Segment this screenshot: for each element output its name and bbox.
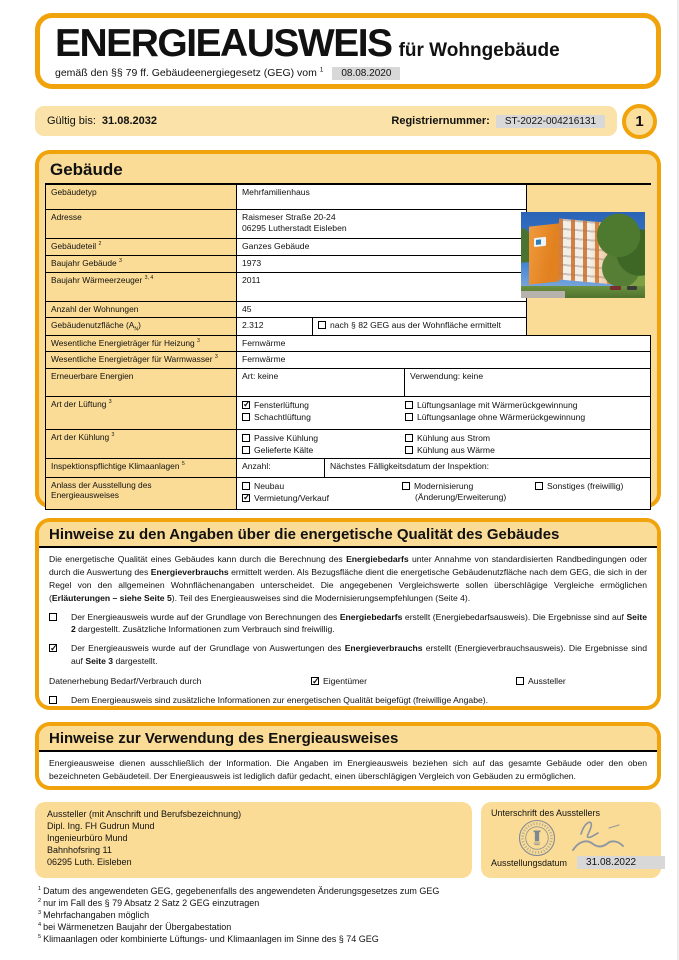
table-row-warmwasser [45,351,651,368]
signature-icon [565,816,637,858]
validity-bar [35,106,617,136]
row-label: Art der Kühlung $^3$ [45,429,237,459]
verbrauch-option [49,642,647,668]
checkbox-fensterlueftung[interactable] [242,401,250,409]
usage-hints-title: Hinweise zur Verwendung des Energieausweises [39,726,657,752]
table-row-lueftung [45,396,651,430]
quality-hints-section [35,518,661,710]
row-label: Adresse [45,209,237,239]
warmwasser-value[interactable]: Fernwärme [236,351,651,368]
quality-hints-body [39,548,657,710]
additional-info-option [49,694,647,707]
checkbox-eigentuemer[interactable] [311,677,319,685]
issuer-company: Ingenieurbüro Mund [47,832,128,843]
heizung-value[interactable]: Fernwärme [236,335,651,352]
table-row-klimaanlagen [45,458,651,478]
page-number-badge: 1 [622,104,657,139]
signature-title: Unterschrift des Ausstellers [491,808,601,818]
bedarf-option [49,611,647,637]
registry-group [391,115,605,128]
table-row-erneuerbare [45,368,651,397]
verbrauch-option-text: Der Energieausweis wurde auf der Grundlage von Auswertungen des Energieverbrauchs erstellt (Energieverbrauchsausweis). Die Ergebnisse sind auf Seite 3 dargestellt. [71,643,647,667]
registry-number-field[interactable]: ST-2022-004216131 [496,115,605,128]
footnote-4: $^4$ bei Wärmenetzen Baujahr der Übergabestation [38,921,232,932]
erneuerbare-art-value[interactable]: Art: keine [237,369,405,396]
row-label: Baujahr Gebäude $^3$ [45,255,237,273]
checkbox-energieverbrauch[interactable] [49,644,57,652]
checkbox-lueftung-mit-wrg[interactable] [405,401,413,409]
baujahr-waermeerzeuger-value[interactable]: 2011 [236,272,527,302]
nutzflaeche-option-cell: nach § 82 GEG aus der Wohnfläche ermittelt [313,318,526,335]
photo-trees-right [595,212,645,290]
erneuerbare-verwendung-value[interactable]: Verwendung: keine [405,369,650,396]
table-row-anlass [45,477,651,510]
usage-hints-section [35,722,661,790]
row-label: Anlass der Ausstellung des Energieausweises [45,477,237,510]
building-section [35,150,661,508]
table-row-gebaeudetyp [45,184,651,210]
issue-date-field[interactable]: 31.08.2022 [577,856,665,869]
issuer-street: Bahnhofsring 11 [47,844,112,855]
anzahl-wohnungen-value[interactable]: 45 [236,301,527,318]
checkbox-energiebedarf[interactable] [49,613,57,621]
checkbox-neubau[interactable] [242,482,250,490]
klimaanlagen-anzahl-label[interactable]: Anzahl: [237,459,325,477]
data-collection-owner: ✓ Eigentümer [311,675,516,688]
row-label: Wesentliche Energieträger für Warmwasser $^3$ [45,351,237,368]
row-label: Art der Lüftung $^3$ [45,396,237,430]
data-collection-issuer: Aussteller [516,675,566,688]
law-footnote-marker: 1 [319,66,324,74]
adresse-line1: Raismeser Straße 20-24 [242,212,336,222]
row-label: Gebäudenutzfläche $(A_N)$ [45,317,237,336]
data-collection-row [49,675,647,688]
photo-car [627,286,637,290]
photo-car [610,286,621,290]
table-row-anzahl-wohnungen [45,301,651,318]
page-title: ENERGIEAUSWEIS [55,22,392,65]
issue-date-label: Ausstellungsdatum [491,857,568,868]
issuer-city: 06295 Luth. Eisleben [47,856,132,867]
photo-road [521,291,565,298]
geg-date-field[interactable]: 08.08.2020 [332,67,400,80]
row-label: Gebäudeteil $^2$ [45,238,237,256]
signature-box [481,802,661,878]
checkbox-kuehlung-strom[interactable] [405,434,413,442]
header-title-line [55,22,656,66]
checkbox-sonstiges[interactable] [535,482,543,490]
row-label: Inspektionspflichtige Klimaanlagen $^5$ [45,458,237,478]
klimaanlagen-cells [236,458,651,478]
law-reference-text: gemäß den §§ 79 ff. Gebäudeenergiegesetz (GEG) vom [55,67,317,79]
checkbox-kuehlung-waerme[interactable] [405,446,413,454]
adresse-value[interactable] [236,209,527,239]
baujahr-gebaeude-value[interactable]: 1973 [236,255,527,273]
nutzflaeche-cells [236,317,527,336]
row-label: Baujahr Wärmeerzeuger $^{3, 4}$ [45,272,237,302]
checkbox-vermietung-verkauf[interactable] [242,494,250,502]
kuehlung-options: Passive Kühlung Gelieferte Kälte Kühlung aus Strom Kühlung aus Wärme [236,429,651,459]
footnotes [38,886,439,946]
issuer-box [35,802,472,878]
table-row-nutzflaeche [45,317,651,336]
footnote-1: $^1$ Datum des angewendeten GEG, gegebenenfalls des angewendeten Änderungsgesetzes zum GEG [38,886,440,896]
checkbox-lueftung-ohne-wrg[interactable] [405,413,413,421]
gebaeudeteil-value[interactable]: Ganzes Gebäude [236,238,527,256]
table-row-kuehlung [45,429,651,459]
footnote-2: $^2$ nur im Fall des § 79 Absatz 2 Satz 2 GEG einzutragen [38,897,260,908]
building-photo [521,212,645,298]
issuer-header: Aussteller (mit Anschrift und Berufsbezeichnung) [47,809,242,819]
law-reference-line [55,67,656,80]
signature-area [491,818,651,856]
checkbox-gelieferte-kaelte[interactable] [242,446,250,454]
lueftung-options: ✓ Fensterlüftung Schachtlüftung Lüftungsanlage mit Wärmerückgewinnung Lüftungsanlage ohne Wärmerückgewinnung [236,396,651,430]
header-box [35,13,661,89]
quality-hints-intro: Die energetische Qualität eines Gebäudes kann durch die Berechnung des Energiebedarfs unter Annahme von standardisierten Randbedingungen oder durch die Auswertung des Energieverbrauchs ermittelt werden. Als Bezugsfläche dient die energetische Gebäudenutzfläche nach dem GEG, die sich in der Regel von den allgemeinen Wohnflächenangaben unterscheidet. Die angegebenen Vergleichswerte sollen überschlägige Vergleiche ermöglichen (Erläuterungen – siehe Seite 5). Teil des Energieausweises sind die Modernisierungsempfehlungen (Seite 4). [49,554,647,603]
stamp-seal-icon [517,818,557,858]
page-title-suffix: für Wohngebäude [398,40,560,61]
photo-building-logo [534,237,546,247]
klimaanlagen-faelligkeit-label[interactable]: Nächstes Fälligkeitsdatum der Inspektion: [325,459,650,477]
bedarf-option-text: Der Energieausweis wurde auf der Grundlage von Berechnungen des Energiebedarfs erstellt (Energiebedarfsausweis). Die Ergebnisse sind auf Seite 2 dargestellt. Zusätzliche Informationen zum Verbrauch sind freiwillig. [71,611,647,635]
footnote-3: $^3$ Mehrfachangaben möglich [38,909,150,920]
valid-until-date: 31.08.2032 [101,115,157,127]
row-label: Anzahl der Wohnungen [45,301,237,318]
photo-building-gable [529,223,559,284]
row-label: Erneuerbare Energien [45,368,237,397]
checkbox-modernisierung[interactable] [402,482,410,490]
footnote-5: $^5$ Klimaanlagen oder kombinierte Lüftungs- und Klimaanlagen im Sinne des § 74 GEG [38,933,379,944]
checkbox-schachtlueftung[interactable] [242,413,250,421]
erneuerbare-cells [236,368,651,397]
usage-hints-body: Energieausweise dienen ausschließlich der Information. Die Angaben im Energieausweis beziehen sich auf das gesamte Gebäude oder den oben bezeichneten Gebäudeteil. Der Energieausweis ist lediglich dafür gedacht, einen überschlägigen Vergleich von Gebäuden zu ermöglichen. [49,758,647,781]
quality-hints-title: Hinweise zu den Angaben über die energetische Qualität des Gebäudes [39,522,657,548]
adresse-line2: 06295 Lutherstadt Eisleben [242,223,347,234]
registry-label: Registriernummer: [391,115,490,127]
checkbox-aussteller[interactable] [516,677,524,685]
table-row-heizung [45,335,651,352]
checkbox-passive-kuehlung[interactable] [242,434,250,442]
additional-info-text: Dem Energieausweis sind zusätzliche Informationen zur energetischen Qualität beigefügt (freiwillige Angabe). [71,695,489,706]
gebaeudetyp-value[interactable]: Mehrfamilienhaus [236,184,527,210]
row-label: Gebäudetyp [45,184,237,210]
checkbox-zusatzinformationen[interactable] [49,696,57,704]
checkbox-wohnflaeche-ermittelt[interactable] [318,321,326,329]
valid-until-label: Gültig bis: [47,115,96,127]
anlass-options: Neubau ✓Vermietung/Verkauf Modernisierung (Änderung/Erweiterung) Sonstiges (freiwillig) [236,477,651,510]
issuer-name: Dipl. Ing. FH Gudrun Mund [47,820,155,831]
building-section-title: Gebäude [45,158,651,185]
data-collection-label: Datenerhebung Bedarf/Verbrauch durch [49,676,202,687]
row-label: Wesentliche Energieträger für Heizung $^3$ [45,335,237,352]
nutzflaeche-value[interactable]: 2.312 [237,318,313,335]
